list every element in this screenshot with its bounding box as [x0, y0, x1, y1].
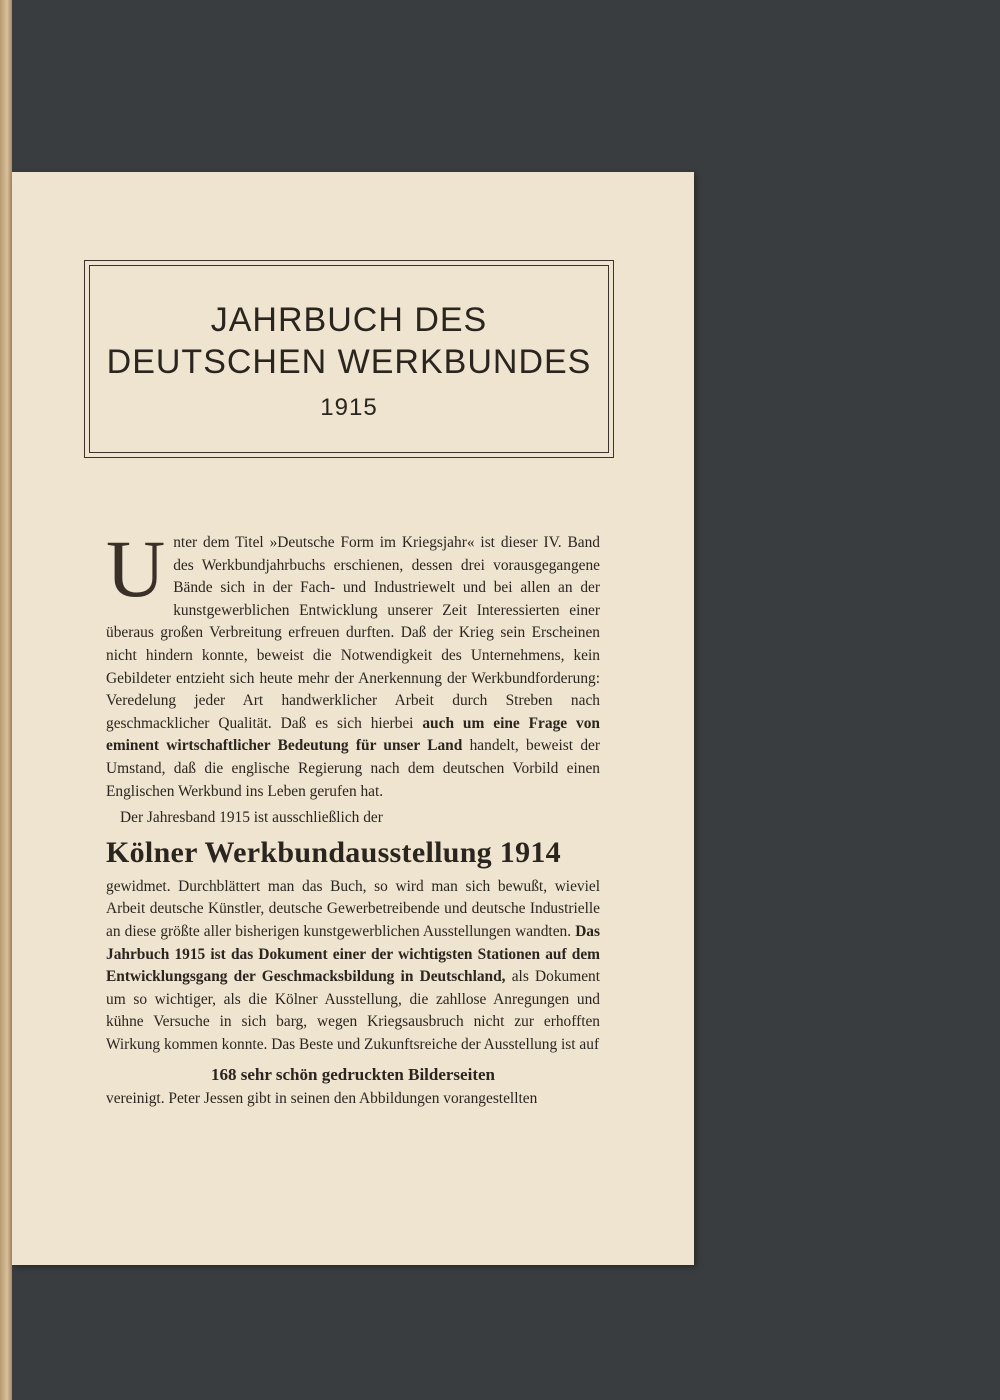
title-line-2: DEUTSCHEN WERKBUNDES	[106, 343, 592, 381]
paragraph-2-intro: Der Jahresband 1915 ist ausschließlich der	[120, 809, 383, 827]
title-year: 1915	[320, 394, 378, 421]
paragraph-1-bold: auch um eine Frage von eminent wirtschaftlicher Bedeutung für unser Land	[106, 714, 600, 755]
paragraph-3-text: gewidmet. Durchblättert man das Buch, so wird man sich bewußt, wieviel Arbeit deutsche Künstler, deutsche Gewerbetreibende und deutsche Industrielle an diese größte aller bisherigen kunstgewerblichen Ausstellungen wandten.	[106, 877, 600, 940]
paragraph-1	[106, 523, 601, 803]
bold-center-line: 168 sehr schön gedruckten Bilderseiten	[211, 1065, 495, 1085]
title-frame	[84, 260, 614, 458]
drop-cap: U	[106, 523, 166, 614]
title-frame-inner	[89, 265, 609, 453]
book-edge	[0, 0, 12, 1400]
display-heading: Kölner Werkbundausstellung 1914	[106, 835, 561, 869]
body-text	[106, 523, 601, 1111]
document-page	[12, 172, 694, 1265]
paragraph-3	[106, 876, 600, 1057]
title-line-1: JAHRBUCH DES	[210, 301, 488, 339]
paragraph-3-bold: Das Jahrbuch 1915 ist das Dokument einer der wichtigsten Stationen auf dem Entwicklungsgang der Geschmacksbildung in Deutschland,	[106, 922, 600, 986]
paragraph-1-end: handelt, beweist der Umstand, daß die englische Regierung nach dem deutschen Vorbild einen Englischen Werkbund ins Leben gerufen hat.	[106, 737, 601, 800]
paragraph-3-end: als Dokument um so wichtiger, als die Kölner Ausstellung, die zahllose Anregungen und kühne Versuche in sich barg, wegen Kriegsausbruch nicht zur erhofften Wirkung kommen konnte. Das Beste und Zukunftsreiche der Ausstellung ist auf	[106, 968, 600, 1053]
paragraph-1-text: nter dem Titel »Deutsche Form im Kriegsjahr« ist dieser IV. Band des Werkbundjahrbuchs erschienen, dessen drei vorausgegangene Bände sich in der Fach- und Industriewelt und bei allen an der kunstgewerblichen Entwicklung unserer Zeit Interessierten einer überaus großen Verbreitung erfreuen durften. Daß der Krieg sein Erscheinen nicht hindern konnte, beweist die Notwendigkeit des Unternehmens, kein Gebildeter entzieht sich heute mehr der Anerkennung der Werkbundforderung: Veredelung jeder Art handwerklicher Arbeit durch Streben nach geschmacklicher Qualität. Daß es sich hierbei	[106, 534, 600, 732]
paragraph-4: vereinigt. Peter Jessen gibt in seinen den Abbildungen vorangestellten	[106, 1090, 538, 1108]
